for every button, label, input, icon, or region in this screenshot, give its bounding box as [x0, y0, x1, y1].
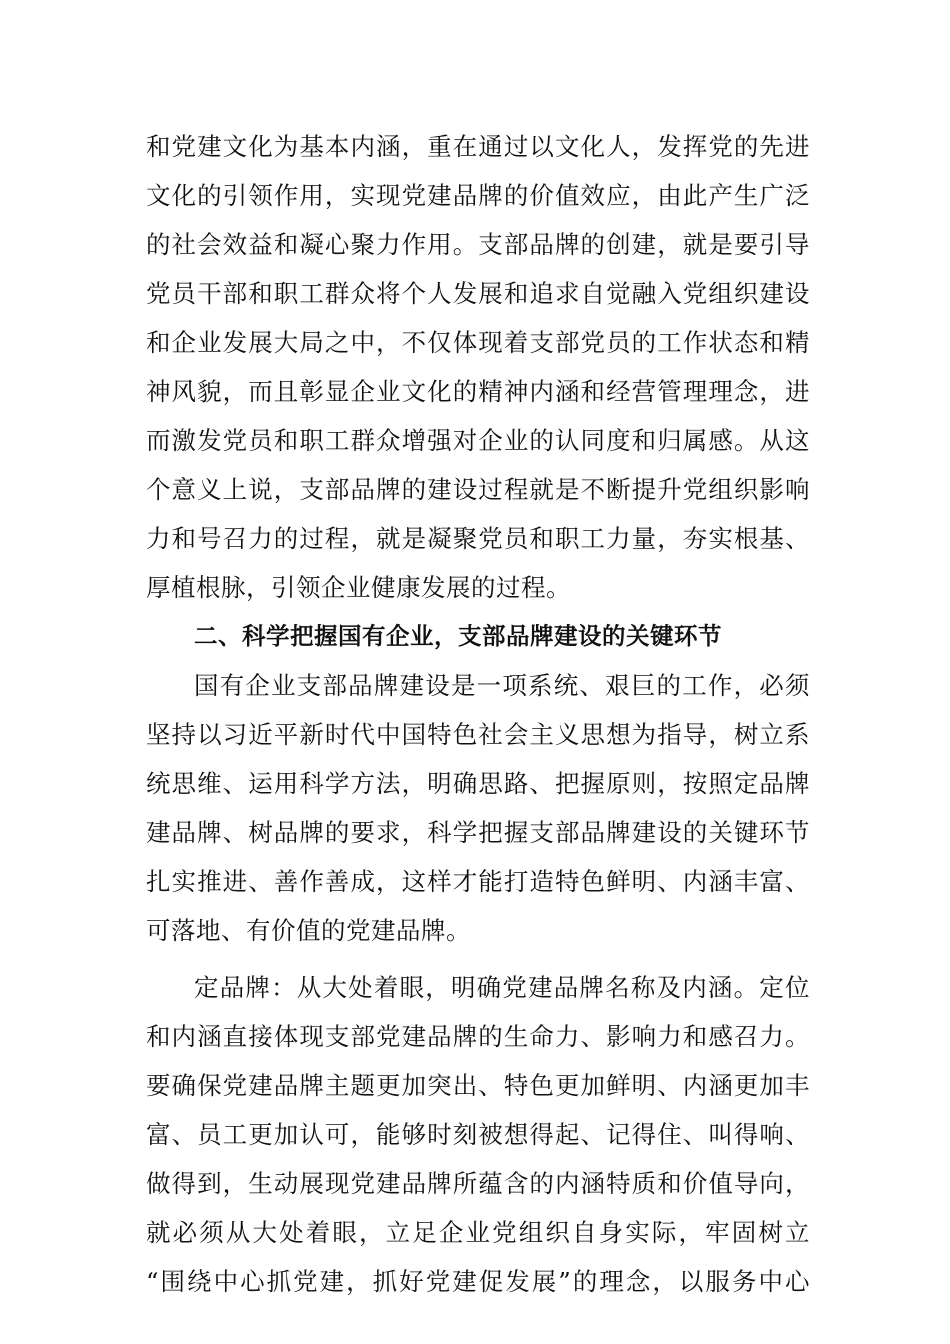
text-line: 神风貌，而且彰显企业文化的精神内涵和经营管理理念，进	[146, 377, 810, 406]
document-body	[146, 122, 810, 1306]
text-line: 个意义上说，支部品牌的建设过程就是不断提升党组织影响	[146, 475, 810, 504]
paragraph	[146, 661, 810, 955]
text-line: 要确保党建品牌主题更加突出、特色更加鲜明、内涵更加丰	[146, 1071, 810, 1100]
text-line: 和内涵直接体现支部党建品牌的生命力、影响力和感召力。	[146, 1022, 810, 1051]
text-line: 做得到，生动展现党建品牌所蕴含的内涵特质和价值导向，	[146, 1169, 810, 1198]
text-line: 国有企业支部品牌建设是一项系统、艰巨的工作，必须	[194, 671, 810, 700]
text-line: 统思维、运用科学方法，明确思路、把握原则，按照定品牌	[146, 769, 810, 798]
section-heading	[146, 612, 810, 661]
text-line: 坚持以习近平新时代中国特色社会主义思想为指导，树立系	[146, 720, 810, 749]
heading-text: 二、科学把握国有企业，支部品牌建设的关键环节	[194, 622, 722, 650]
text-line: “围绕中心抓党建，抓好党建促发展”的理念，以服务中心	[146, 1267, 810, 1296]
text-line: 富、员工更加认可，能够时刻被想得起、记得住、叫得响、	[146, 1120, 810, 1149]
text-line: 文化的引领作用，实现党建品牌的价值效应，由此产生广泛	[146, 181, 810, 210]
text-line: 的社会效益和凝心聚力作用。支部品牌的创建，就是要引导	[146, 230, 810, 259]
text-line: 厚植根脉，引领企业健康发展的过程。	[146, 573, 571, 602]
text-line: 和企业发展大局之中，不仅体现着支部党员的工作状态和精	[146, 328, 810, 357]
text-line: 而激发党员和职工群众增强对企业的认同度和归属感。从这	[146, 426, 810, 455]
text-line: 定品牌：从大处着眼，明确党建品牌名称及内涵。定位	[194, 973, 810, 1002]
paragraph-gap	[146, 955, 810, 963]
text-line: 建品牌、树品牌的要求，科学把握支部品牌建设的关键环节	[146, 818, 810, 847]
text-line: 党员干部和职工群众将个人发展和追求自觉融入党组织建设	[146, 279, 810, 308]
paragraph	[146, 963, 810, 1306]
text-line: 可落地、有价值的党建品牌。	[146, 916, 471, 945]
paragraph	[146, 122, 810, 612]
text-line: 扎实推进、善作善成，这样才能打造特色鲜明、内涵丰富、	[146, 867, 810, 896]
text-line: 力和号召力的过程，就是凝聚党员和职工力量，夯实根基、	[146, 524, 810, 553]
text-line: 就必须从大处着眼，立足企业党组织自身实际，牢固树立	[146, 1218, 810, 1247]
text-line: 和党建文化为基本内涵，重在通过以文化人，发挥党的先进	[146, 132, 810, 161]
